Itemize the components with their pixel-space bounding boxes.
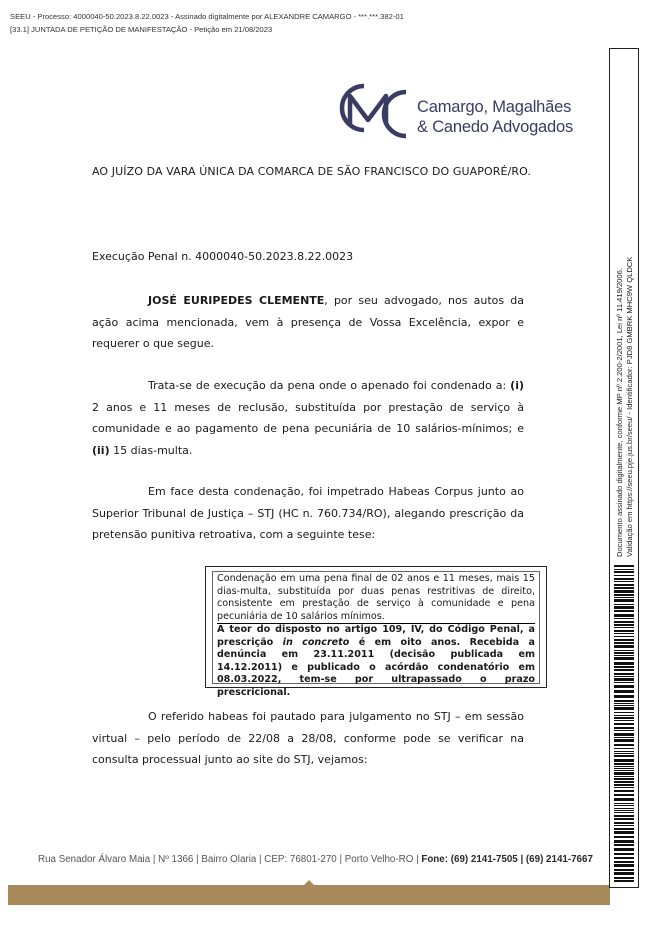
paragraph-introduction: JOSÉ EURIPEDES CLEMENTE, por seu advogado, nos autos da ação acima mencionada, vem à presença de Vossa Excelência, expor e requerer o que segue. <box>92 294 524 350</box>
paragraph-habeas-corpus: Em face desta condenação, foi impetrado Habeas Corpus junto ao Superior Tribunal de Justiça – STJ (HC n. 760.734/RO), alegando prescrição da pretensão punitiva retroativa, com a seguinte tese: <box>92 485 524 541</box>
header-signature-line: SEEU - Processo: 4000040-50.2023.8.22.0023 - Assinado digitalmente por ALEXANDRE CAMARGO - ***.***.382-01 <box>10 12 404 21</box>
paragraph-sentence: Trata-se de execução da pena onde o apenado foi condenado a: (i) 2 anos e 11 meses de reclusão, substituída por prestação de serviço à comunidade e ao pagamento de pena pecuniária de 10 salários-mínimos; e (ii) 15 dias-multa. <box>92 379 524 457</box>
quote-prescription: A teor do disposto no artigo 109, IV, do Código Penal, a prescrição in concreto é em oito anos. Recebida a denúncia em 23.11.2011 (decisão publicada em 14.12.2011) e publicado o acórdão condenatório em 08.03.2022, tem-se por ultrapassado o prazo prescricional. <box>217 624 536 698</box>
barcode-icon <box>614 565 634 882</box>
firm-name-line1: Camargo, Magalhães <box>417 98 572 116</box>
footer-address: Rua Senador Álvaro Maia | Nº 1366 | Bairro Olaria | CEP: 76801-270 | Porto Velho-RO | Fone: (69) 2141-7505 | (69) 2141-7667 <box>38 854 593 865</box>
case-number: Execução Penal n. 4000040-50.2023.8.22.0023 <box>92 250 354 263</box>
client-name: JOSÉ EURIPEDES CLEMENTE <box>148 294 325 307</box>
footer-bar <box>8 885 610 905</box>
header-filing-line: [33.1] JUNTADA DE PETIÇÃO DE MANIFESTAÇÃO - Petição em 21/08/2023 <box>10 25 273 34</box>
signature-validation-text: Documento assinado digitalmente, conforme MP nº 2.200-2/2001, Lei nº 11.419/2006. Validação em https://seeu.pje.jus.br/seeu/ - Identificador: PJD8 GMBRK MHC9W QLDCK <box>615 256 634 557</box>
quote-conviction: Condenação em uma pena final de 02 anos e 11 meses, mais 15 dias-multa, substituída por duas penas restritivas de direito, consistente em prestação de serviço à comunidade e pena pecuniária de 10 salários mínimos. <box>217 573 535 624</box>
addressee: AO JUÍZO DA VARA ÚNICA DA COMARCA DE SÃO FRANCISCO DO GUAPORÉ/RO. <box>92 165 532 178</box>
firm-name-line2: & Canedo Advogados <box>417 118 574 136</box>
quoted-thesis-box <box>205 566 547 698</box>
footer-phones: Fone: (69) 2141-7505 | (69) 2141-7667 <box>421 854 593 865</box>
paragraph-stj-session: O referido habeas foi pautado para julgamento no STJ – em sessão virtual – pelo período de 22/08 a 28/08, conforme pode se verificar na consulta processual junto ao site do STJ, vejamos: <box>92 710 524 766</box>
firm-logo-icon <box>338 80 410 140</box>
